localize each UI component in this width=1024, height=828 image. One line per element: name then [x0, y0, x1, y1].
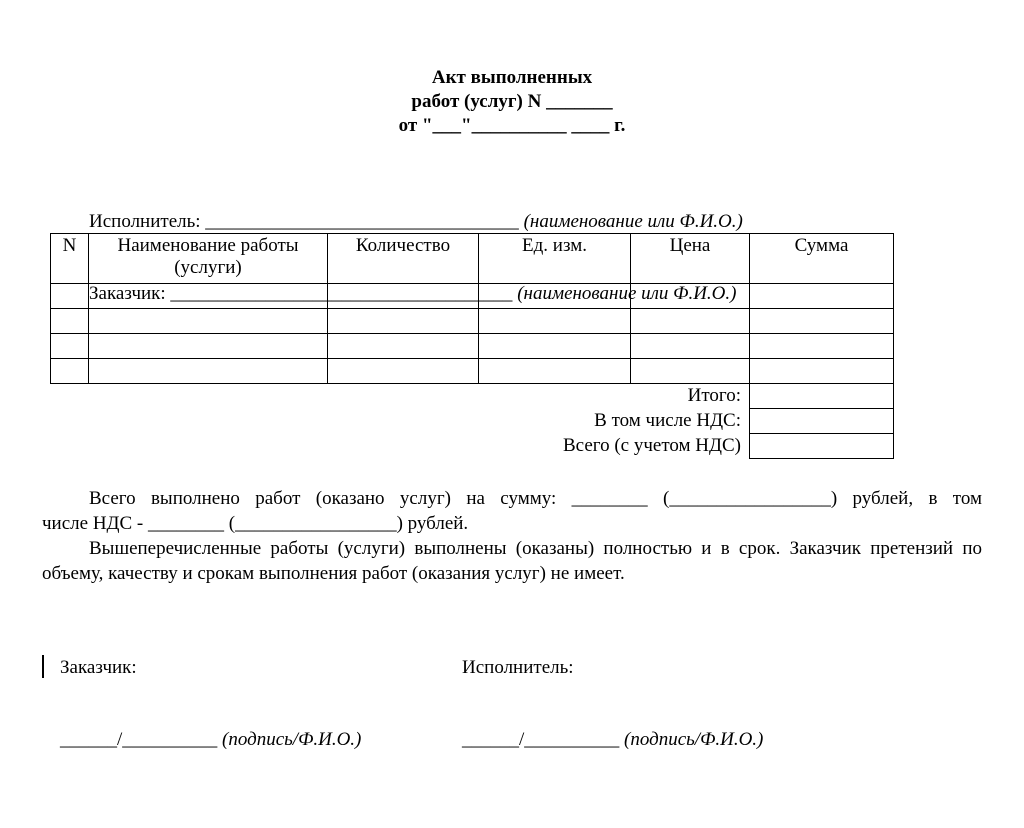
header-sum: Сумма: [750, 234, 894, 284]
table-cell[interactable]: [51, 334, 89, 359]
customer-signature-hint: (подпись/Ф.И.О.): [222, 729, 362, 750]
title-line-1: Акт выполненных: [431, 67, 593, 88]
title-line-2: работ (услуг) N _______: [411, 91, 613, 112]
customer-signature-block: [60, 608, 361, 776]
total-value-cell[interactable]: [750, 384, 894, 409]
customer-signature-line: ______/__________: [60, 729, 223, 750]
table-cell[interactable]: [51, 309, 89, 334]
executor-signature-line: ______/__________: [462, 729, 625, 750]
header-quantity: Количество: [328, 234, 479, 284]
executor-hint: (наименование или Ф.И.О.): [523, 211, 743, 232]
table-row: [51, 309, 894, 334]
customer-hint: (наименование или Ф.И.О.): [517, 283, 737, 304]
header-work-name: Наименование работы (услуги): [89, 234, 328, 284]
title-line-3: от "___"__________ ____ г.: [398, 115, 626, 136]
grand-total-value-cell[interactable]: [750, 434, 894, 459]
grand-total-row: [51, 434, 894, 459]
total-label: Итого:: [687, 385, 741, 407]
text-cursor: [42, 655, 44, 678]
table-cell[interactable]: [750, 359, 894, 384]
table-cell[interactable]: [51, 359, 89, 384]
table-cell[interactable]: [89, 334, 328, 359]
table-cell[interactable]: [750, 284, 894, 309]
executor-line[interactable]: [89, 210, 743, 234]
table-cell[interactable]: [631, 309, 750, 334]
body-text: [42, 486, 982, 586]
document-title: [0, 66, 1024, 138]
header-number: N: [51, 234, 89, 284]
customer-signature-label: Заказчик:: [60, 657, 137, 678]
executor-signature-hint: (подпись/Ф.И.О.): [624, 729, 764, 750]
table-cell[interactable]: [479, 309, 631, 334]
table-cell[interactable]: [750, 334, 894, 359]
table-header-row: [51, 234, 894, 284]
customer-signature-field[interactable]: [60, 728, 361, 752]
total-sum-line-1: Всего выполнено работ (оказано услуг) на сумму: ________ (_________________) рублей, в том: [89, 488, 982, 509]
executor-signature-field[interactable]: [462, 728, 763, 752]
table-cell[interactable]: [479, 284, 631, 309]
table-cell[interactable]: [631, 334, 750, 359]
total-sum-line-2: числе НДС - ________ (_________________) рублей.: [42, 513, 469, 534]
works-table: [50, 233, 894, 459]
table-row: [51, 284, 894, 309]
vat-label: В том числе НДС:: [594, 410, 741, 431]
customer-label: Заказчик: ____________________________________: [89, 283, 513, 304]
table-cell[interactable]: [89, 359, 328, 384]
executor-signature-label: Исполнитель:: [462, 657, 574, 678]
table-row: [51, 359, 894, 384]
table-cell[interactable]: [631, 359, 750, 384]
vat-row: [51, 409, 894, 434]
table-cell[interactable]: [328, 309, 479, 334]
total-row: [51, 384, 894, 409]
table-cell[interactable]: [328, 359, 479, 384]
table-cell[interactable]: [89, 309, 328, 334]
table-cell[interactable]: [328, 284, 479, 309]
table-cell[interactable]: [479, 334, 631, 359]
executor-label: Исполнитель: _________________________________: [89, 211, 519, 232]
vat-value-cell[interactable]: [750, 409, 894, 434]
grand-total-label: Всего (с учетом НДС): [563, 435, 741, 456]
table-cell[interactable]: [328, 334, 479, 359]
header-price: Цена: [631, 234, 750, 284]
completion-statement: Вышеперечисленные работы (услуги) выполнены (оказаны) полностью и в срок. Заказчик претензий по объему, качеству и срокам выполнения работ (оказания услуг) не имеет.: [42, 538, 982, 584]
table-cell[interactable]: [631, 284, 750, 309]
table-row: [51, 334, 894, 359]
header-unit: Ед. изм.: [479, 234, 631, 284]
table-cell[interactable]: [750, 309, 894, 334]
table-cell[interactable]: [89, 284, 328, 309]
table-cell[interactable]: [51, 284, 89, 309]
table-cell[interactable]: [479, 359, 631, 384]
executor-signature-block: [462, 608, 763, 776]
